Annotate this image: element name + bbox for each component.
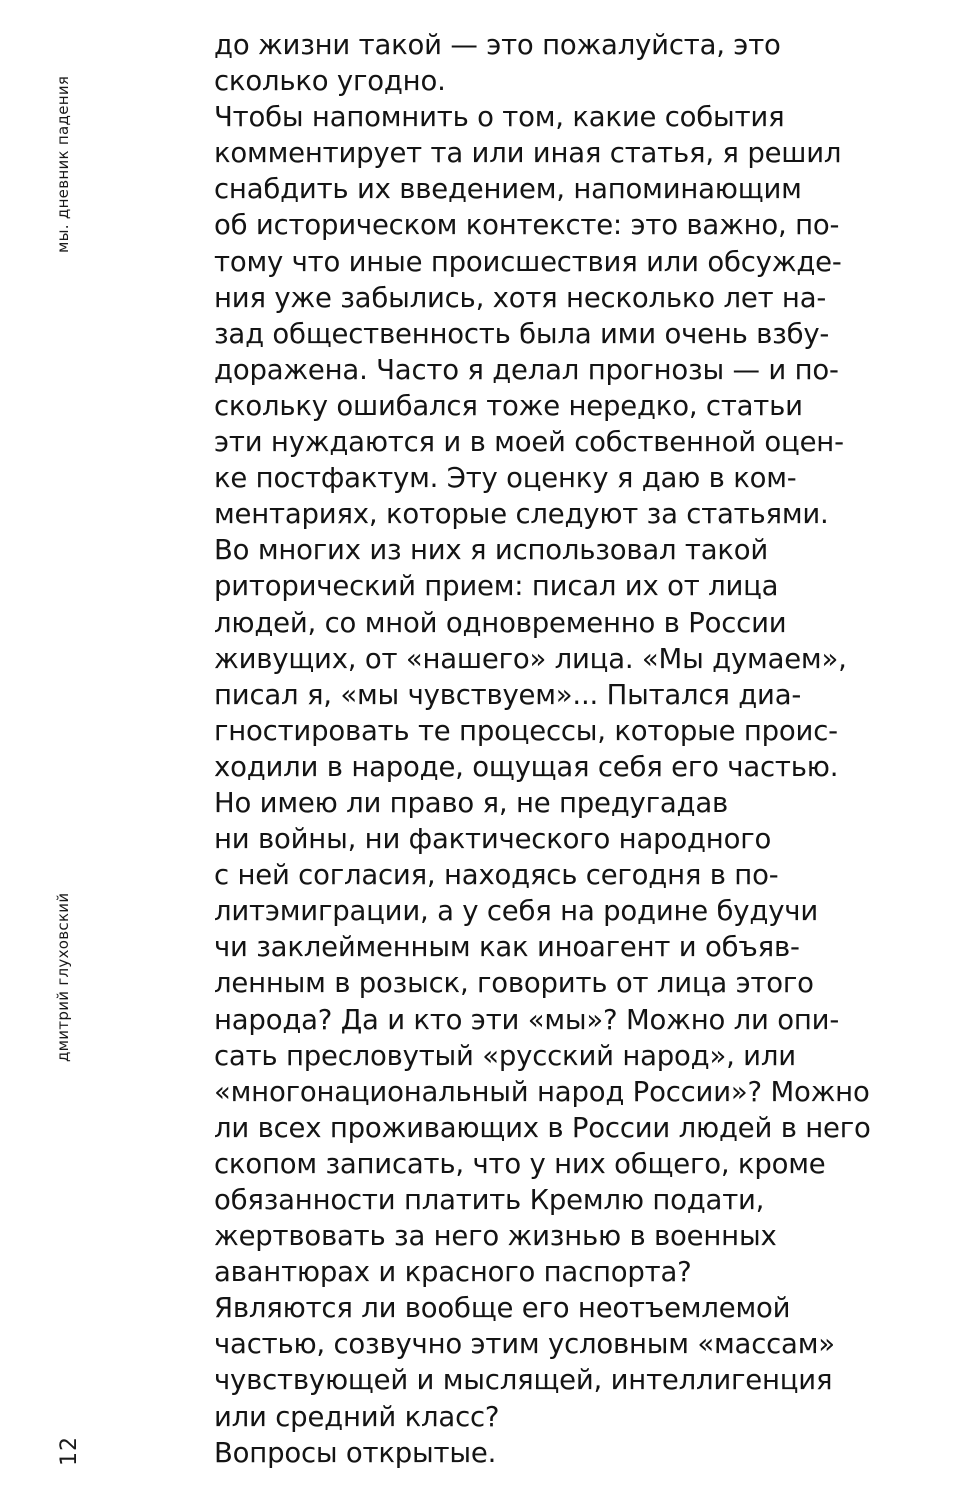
text-line: Чтобы напомнить о том, какие события <box>214 101 785 134</box>
text-line: чи заклейменным как иноагент и объяв- <box>214 931 800 964</box>
text-line: ленным в розыск, говорить от лица этого <box>214 967 814 1000</box>
text-line: ментариях, которые следуют за статьями. <box>214 498 829 531</box>
body-text <box>214 27 954 1471</box>
text-line: народа? Да и кто эти «мы»? Можно ли опи- <box>214 1003 840 1036</box>
running-head-author: дмитрий глуховский <box>54 892 72 1062</box>
text-line: чувствующей и мыслящей, интеллигенция <box>214 1364 833 1397</box>
text-line: доражена. Часто я делал прогнозы — и по- <box>214 353 839 386</box>
text-line: Являются ли вообще его неотъемлемой <box>214 1292 791 1325</box>
text-line: ходили в народе, ощущая себя его частью. <box>214 750 839 783</box>
text-line: скольку ошибался тоже нередко, статьи <box>214 389 803 422</box>
text-line: тому что иные происшествия или обсужде- <box>214 245 842 278</box>
text-line: с ней согласия, находясь сегодня в по- <box>214 859 779 892</box>
text-line: эти нуждаются и в моей собственной оцен- <box>214 426 844 459</box>
text-line: «многонациональный народ России»? Можно <box>214 1075 870 1108</box>
text-line: зад общественность была ими очень взбу- <box>214 317 830 350</box>
text-line: литэмиграции, а у себя на родине будучи <box>214 895 818 928</box>
text-line: живущих, от «нашего» лица. «Мы думаем», <box>214 642 847 675</box>
text-line: людей, со мной одновременно в России <box>214 606 787 639</box>
text-line: сколько угодно. <box>214 65 446 98</box>
text-line: гностировать те процессы, которые проис- <box>214 714 838 747</box>
text-line: Вопросы открытые. <box>214 1436 497 1469</box>
text-line: ния уже забылись, хотя несколько лет на- <box>214 281 827 314</box>
text-line: авантюрах и красного паспорта? <box>214 1256 692 1289</box>
text-line: частью, созвучно этим условным «массам» <box>214 1328 835 1361</box>
text-line: скопом записать, что у них общего, кроме <box>214 1147 826 1180</box>
text-line: или средний класс? <box>214 1400 500 1433</box>
text-line: риторический прием: писал их от лица <box>214 570 779 603</box>
text-line: жертвовать за него жизнью в военных <box>214 1220 777 1253</box>
text-line: обязанности платить Кремлю подати, <box>214 1184 765 1216</box>
text-line: снабдить их введением, напоминающим <box>214 173 802 206</box>
text-line: до жизни такой — это пожалуйста, это <box>214 29 781 61</box>
text-line: об историческом контексте: это важно, по- <box>214 209 840 242</box>
text-line: писал я, «мы чувствуем»... Пытался диа- <box>214 678 802 711</box>
text-line: Но имею ли право я, не предугадав <box>214 786 729 819</box>
text-line: Во многих из них я использовал такой <box>214 534 769 567</box>
page-number: 12 <box>57 1436 82 1466</box>
text-line: сать пресловутый «русский народ», или <box>214 1039 796 1072</box>
text-line: ни войны, ни фактического народного <box>214 823 772 856</box>
running-head-title: мы. дневник падения <box>54 75 72 253</box>
text-line: комментирует та или иная статья, я решил <box>214 137 842 170</box>
text-line: ке постфактум. Эту оценку я даю в ком- <box>214 462 797 495</box>
text-line: ли всех проживающих в России людей в него <box>214 1111 871 1144</box>
